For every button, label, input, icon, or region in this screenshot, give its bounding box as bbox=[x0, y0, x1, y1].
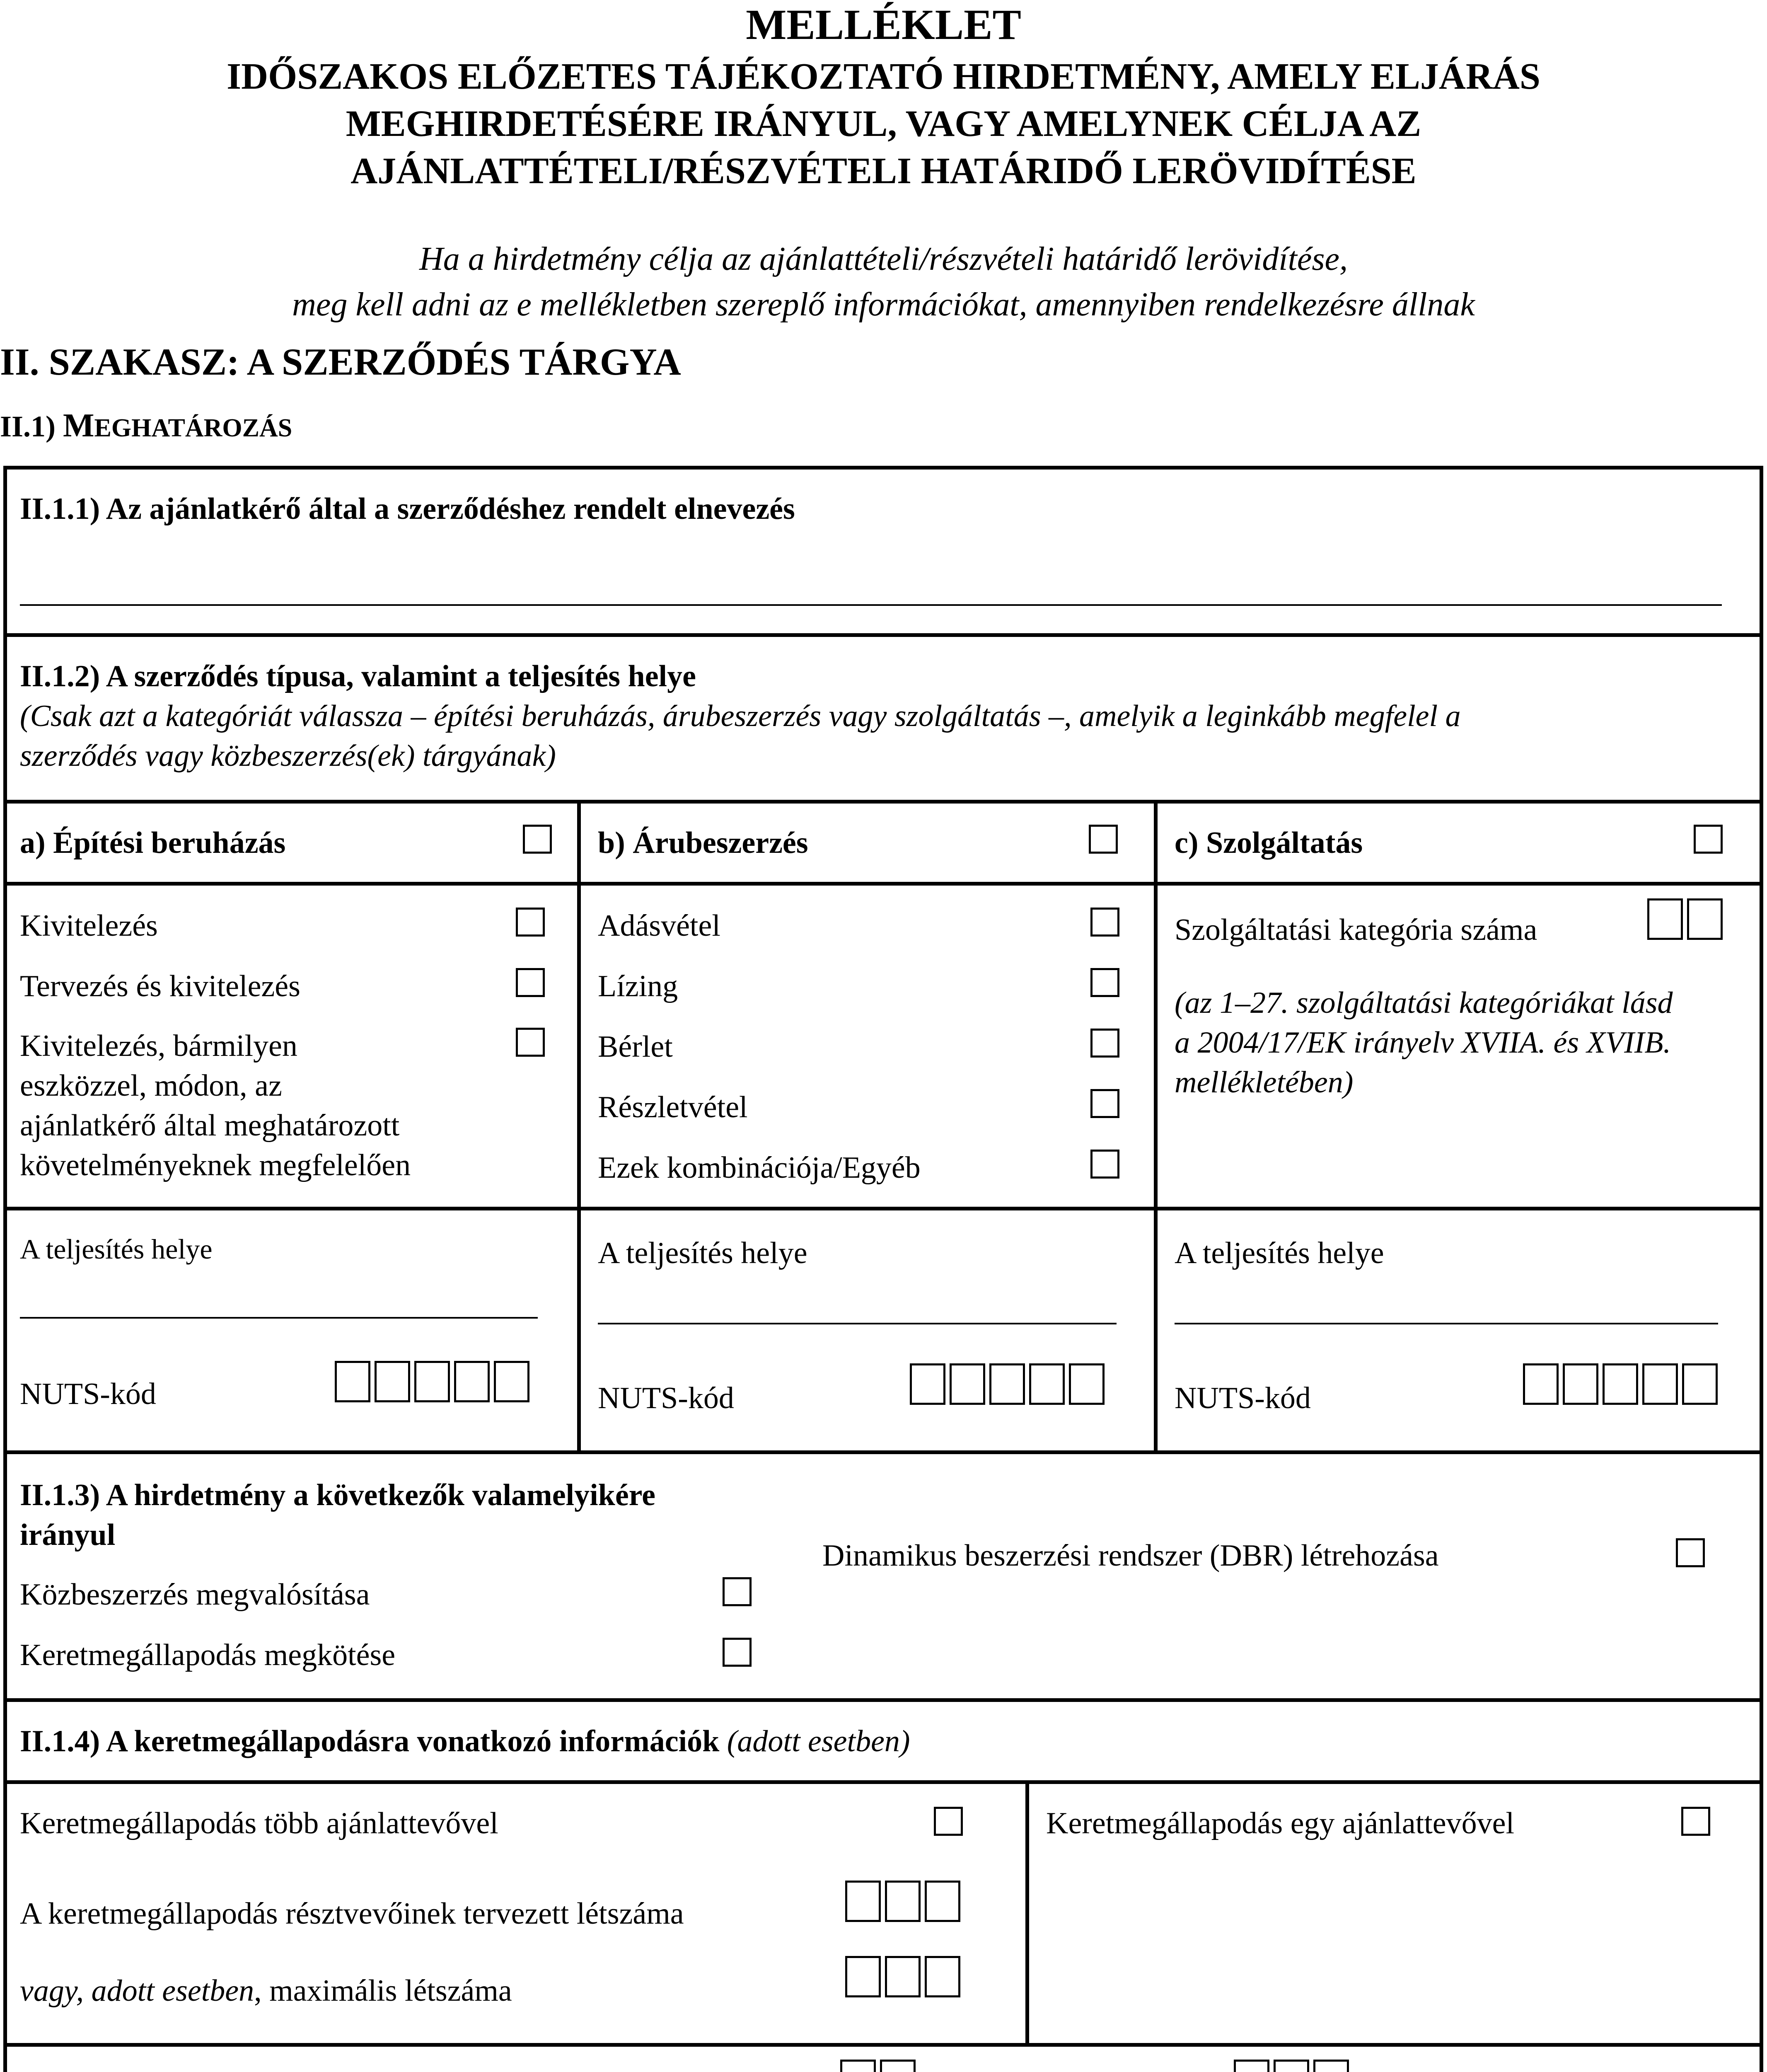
s114-max-or: vagy bbox=[20, 1974, 76, 2008]
col-a-item-1-checkbox[interactable] bbox=[516, 908, 545, 937]
subtitle-line-1: IDŐSZAKOS ELŐZETES TÁJÉKOZTATÓ HIRDETMÉNY, AMELY ELJÁRÁS bbox=[227, 56, 1540, 97]
s113-option-2: Keretmegállapodás megkötése bbox=[20, 1638, 396, 1672]
col-b-item-4: Részletvétel bbox=[598, 1090, 748, 1124]
col-b-item-4-checkbox[interactable] bbox=[1090, 1089, 1119, 1118]
s113-option-1-checkbox[interactable] bbox=[723, 1577, 752, 1606]
s114-single-checkbox[interactable] bbox=[1681, 1807, 1710, 1836]
s111-label: II.1.1) Az ajánlatkérő által a szerződéshez rendelt elnevezés bbox=[20, 492, 795, 526]
col-a-item-3-line-2: eszközzel, módon, az bbox=[20, 1069, 282, 1103]
col-b-item-5: Ezek kombinációja/Egyéb bbox=[598, 1151, 921, 1185]
col-b-item-2: Lízing bbox=[598, 969, 678, 1003]
col-a-item-2: Tervezés és kivitelezés bbox=[20, 969, 300, 1003]
col-c-place-field[interactable] bbox=[1175, 1323, 1718, 1324]
col-c-nuts-label: NUTS-kód bbox=[1175, 1381, 1311, 1415]
col-b-nuts-label: NUTS-kód bbox=[598, 1381, 734, 1415]
col-b-item-3: Bérlet bbox=[598, 1030, 673, 1064]
s113-option-2-checkbox[interactable] bbox=[723, 1638, 752, 1667]
col-a-item-3-line-4: követelményeknek megfelelően bbox=[20, 1148, 411, 1182]
s114-single-label: Keretmegállapodás egy ajánlattevővel bbox=[1046, 1806, 1515, 1840]
s112-note-line-2: szerződés vagy közbeszerzés(ek) tárgyának) bbox=[20, 739, 556, 773]
s113-label-line-1: II.1.3) A hirdetmény a következők valamelyikére bbox=[20, 1478, 656, 1512]
col-b-item-3-checkbox[interactable] bbox=[1090, 1029, 1119, 1058]
s114-duration-months-boxes[interactable] bbox=[1234, 2060, 1353, 2072]
col-b-item-1: Adásvétel bbox=[598, 909, 720, 943]
col-a-item-3-checkbox[interactable] bbox=[516, 1028, 545, 1057]
s114-label-note: (adott esetben) bbox=[727, 1724, 910, 1758]
s114-max-label bbox=[20, 1971, 512, 2011]
col-b-checkbox[interactable] bbox=[1089, 825, 1118, 854]
subtitle-line-2: MEGHIRDETÉSÉRE IRÁNYUL, VAGY AMELYNEK CÉLJA AZ bbox=[346, 103, 1421, 144]
s111-name-field[interactable] bbox=[20, 604, 1722, 606]
col-a-nuts-label: NUTS-kód bbox=[20, 1377, 156, 1411]
col-a-place-label: A teljesítés helye bbox=[20, 1233, 213, 1265]
section-subtitle bbox=[0, 407, 292, 445]
col-b-item-1-checkbox[interactable] bbox=[1090, 908, 1119, 937]
s114-max-boxes[interactable] bbox=[845, 1956, 964, 1997]
subsection-rest: EGHATÁROZÁS bbox=[94, 414, 292, 442]
col-a-nuts-code[interactable] bbox=[335, 1361, 534, 1402]
col-a-item-3-line-3: ajánlatkérő által meghatározott bbox=[20, 1109, 400, 1143]
col-b-place-field[interactable] bbox=[598, 1323, 1117, 1324]
col-c-note-line-2: a 2004/17/EK irányelv XVIIA. és XVIIB. bbox=[1175, 1026, 1671, 1060]
col-c-category-code[interactable] bbox=[1647, 898, 1727, 940]
s114-max-rest: , maximális létszáma bbox=[254, 1974, 512, 2008]
col-a-checkbox[interactable] bbox=[523, 825, 552, 854]
col-c-category-label: Szolgáltatási kategória száma bbox=[1175, 913, 1537, 947]
col-a-item-3-line-1: Kivitelezés, bármilyen bbox=[20, 1029, 297, 1063]
col-c-header: c) Szolgáltatás bbox=[1175, 826, 1363, 860]
col-b-item-2-checkbox[interactable] bbox=[1090, 968, 1119, 997]
s114-duration-years-boxes[interactable] bbox=[840, 2060, 920, 2072]
document-title: MELLÉKLET bbox=[746, 1, 1021, 48]
s114-label bbox=[20, 1721, 910, 1761]
col-c-nuts-code[interactable] bbox=[1523, 1363, 1722, 1405]
subsection-first-letter: M bbox=[63, 407, 94, 444]
s113-option-3-checkbox[interactable] bbox=[1676, 1538, 1705, 1567]
header-note-line-1: Ha a hirdetmény célja az ajánlattételi/részvételi határidő lerövidítése, bbox=[419, 241, 1348, 277]
col-c-checkbox[interactable] bbox=[1694, 825, 1723, 854]
header-note-line-2: meg kell adni az e mellékletben szereplő információkat, amennyiben rendelkezésre állnak bbox=[292, 286, 1475, 323]
col-b-header: b) Árubeszerzés bbox=[598, 826, 808, 860]
col-c-place-label: A teljesítés helye bbox=[1175, 1236, 1384, 1270]
s112-label: II.1.2) A szerződés típusa, valamint a teljesítés helye bbox=[20, 659, 696, 693]
s114-multi-checkbox[interactable] bbox=[934, 1807, 963, 1836]
s114-max-case: , adott esetben bbox=[76, 1974, 254, 2008]
s113-option-3: Dinamikus beszerzési rendszer (DBR) létrehozása bbox=[822, 1539, 1439, 1573]
col-a-header: a) Építési beruházás bbox=[20, 826, 286, 860]
col-a-item-1: Kivitelezés bbox=[20, 909, 158, 943]
s114-participants-label: A keretmegállapodás résztvevőinek tervezett létszáma bbox=[20, 1897, 684, 1931]
s114-label-text: II.1.4) A keretmegállapodásra vonatkozó információk bbox=[20, 1724, 720, 1758]
s114-participants-boxes[interactable] bbox=[845, 1881, 964, 1922]
s113-label-line-2: irányul bbox=[20, 1518, 116, 1552]
col-c-note-line-3: mellékletében) bbox=[1175, 1065, 1354, 1099]
col-c-note-line-1: (az 1–27. szolgáltatási kategóriákat lásd bbox=[1175, 986, 1673, 1020]
s113-option-1: Közbeszerzés megvalósítása bbox=[20, 1578, 370, 1612]
section-title: II. SZAKASZ: A SZERZŐDÉS TÁRGYA bbox=[0, 341, 681, 383]
subsection-prefix: II.1) bbox=[0, 410, 63, 443]
col-b-nuts-code[interactable] bbox=[910, 1363, 1109, 1405]
s114-multi-label: Keretmegállapodás több ajánlattevővel bbox=[20, 1806, 498, 1840]
col-b-place-label: A teljesítés helye bbox=[598, 1236, 807, 1270]
s112-note-line-1: (Csak azt a kategóriát válassza – építési beruházás, árubeszerzés vagy szolgáltatás –, amelyik a leginkább megfelel a bbox=[20, 699, 1461, 733]
subtitle-line-3: AJÁNLATTÉTELI/RÉSZVÉTELI HATÁRIDŐ LERÖVIDÍTÉSE bbox=[350, 150, 1417, 191]
col-a-place-field[interactable] bbox=[20, 1317, 538, 1319]
col-a-item-2-checkbox[interactable] bbox=[516, 968, 545, 997]
col-b-item-5-checkbox[interactable] bbox=[1090, 1150, 1119, 1179]
